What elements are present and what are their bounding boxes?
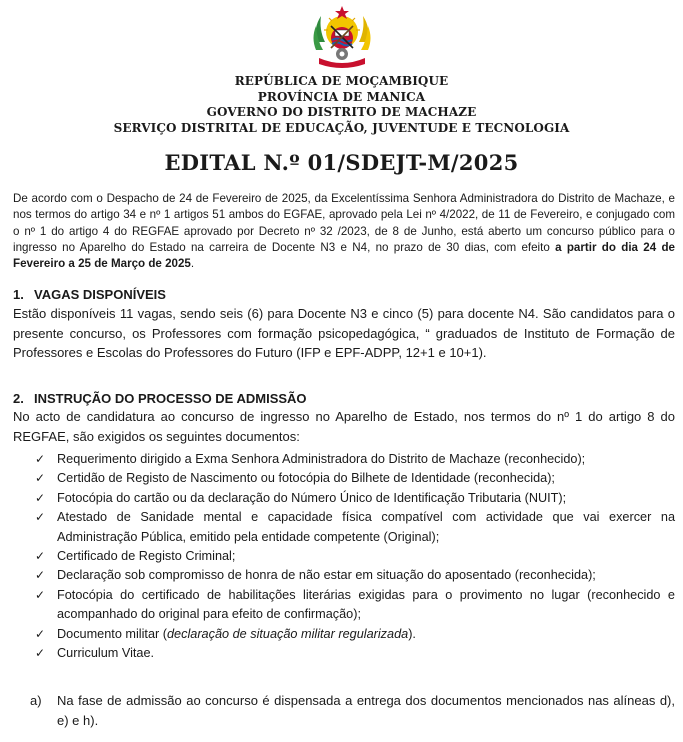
list-item-text: Curriculum Vitae. <box>57 646 155 661</box>
military-prefix: Documento militar ( <box>57 626 167 641</box>
list-item <box>13 508 675 547</box>
list-item <box>13 566 675 585</box>
check-icon: ✓ <box>35 452 46 466</box>
intro-text: De acordo com o Despacho de 24 de Fevereiro de 2025, da Excelentíssima Senhora Administradora do Distrito de Machaze, e nos termos do artigo 34 e nº 1 artigos 51 ambos do EGFAE, aprovado pela Lei nº 4/2022, de 11 de Fevereiro, e conjugado com o nº 1 do artigo 4 do REGFAE aprovado por Decreto nº 32 /2023, de 8 de Junho, está aberto um concurso público para o ingresso no Aparelho do Estado na carreira de Docente N3 e N4, no prazo de 30 dias, com efeito <box>13 192 675 254</box>
check-icon: ✓ <box>35 471 46 486</box>
check-icon: ✓ <box>35 646 46 661</box>
list-item-military <box>13 625 675 644</box>
list-item <box>13 450 675 469</box>
section-2-title: INSTRUÇÃO DO PROCESSO DE ADMISSÃO <box>34 391 307 406</box>
section-2-heading <box>13 391 675 407</box>
list-item <box>13 586 675 625</box>
section-2-body: No acto de candidatura ao concurso de ingresso no Aparelho de Estado, nos termos do nº 1 do artigo 8 do REGFAE, são exigidos os seguintes documentos: <box>13 409 675 444</box>
list-item-text: Declaração sob compromisso de honra de não estar em situação do aposentado (reconhecida); <box>57 568 596 583</box>
military-suffix: ). <box>408 626 416 641</box>
check-icon: ✓ <box>35 626 46 641</box>
list-item-text: Requerimento dirigido a Exma Senhora Administradora do Distrito de Machaze (reconhecido); <box>57 452 586 466</box>
list-item <box>13 469 675 488</box>
dispensation-note <box>13 691 675 730</box>
check-icon: ✓ <box>35 549 46 564</box>
section-1-title: VAGAS DISPONÍVEIS <box>34 287 166 302</box>
intro-end: . <box>190 257 195 271</box>
check-icon: ✓ <box>35 568 46 583</box>
list-item-vitae <box>13 644 675 663</box>
check-icon: ✓ <box>35 510 46 525</box>
required-documents-list <box>13 450 675 663</box>
section-1-heading <box>13 287 675 303</box>
list-item-text: Fotocópia do certificado de habilitações literárias exigidas para o provimento no lugar (reconhecido e acompanhado do original para efeito de confirmação); <box>57 587 675 622</box>
header-service: SERVIÇO DISTRITAL DE EDUCAÇÃO, JUVENTUDE E TECNOLOGIA <box>113 120 570 135</box>
note-text: Na fase de admissão ao concurso é dispensada a entrega dos documentos mencionados nas alíneas d), e) e h). <box>57 693 675 728</box>
list-item-text: Atestado de Sanidade mental e capacidade física compatível com actividade que vai exercer na Administração Pública, emitido pela entidade competente (Original); <box>57 510 675 544</box>
military-italic: declaração de situação militar regularizada <box>167 626 409 641</box>
intro-period: a partir do dia 24 de Fevereiro a 25 de Março de 2025 <box>13 240 676 271</box>
check-icon: ✓ <box>35 587 46 602</box>
list-item <box>13 489 675 508</box>
header-province: PROVÍNCIA DE MANICA <box>257 89 426 104</box>
list-item-text: Fotocópia do cartão ou da declaração do Número Único de Identificação Tributaria (NUIT); <box>57 490 567 505</box>
note-letter: a) <box>30 693 42 708</box>
list-item-text: Certidão de Registo de Nascimento ou fotocópia do Bilhete de Identidade (reconhecida); <box>57 471 555 486</box>
section-1-body: Estão disponíveis 11 vagas, sendo seis (6) para Docente N3 e cinco (5) para docente N4. São candidatos para o presente concurso, os Professores com formação psicopedagógica, “ graduados de Instituto de Formação de Professores e Escolas do Professores do Futuro (IFP e EPF-ADPP, 12+1 e 10+1). <box>13 306 675 360</box>
section-2-number: 2. <box>13 391 24 406</box>
issuer-header <box>0 74 683 136</box>
check-icon: ✓ <box>35 490 46 505</box>
list-item-text: Certificado de Registo Criminal; <box>57 549 236 564</box>
edital-title: EDITAL N.º 01/SDEJT-M/2025 <box>164 150 519 175</box>
header-country: REPÚBLICA DE MOÇAMBIQUE <box>234 74 449 88</box>
coat-of-arms-emblem <box>307 2 377 70</box>
intro-paragraph <box>13 191 675 272</box>
header-government: GOVERNO DO DISTRITO DE MACHAZE <box>206 105 477 119</box>
section-1-number: 1. <box>13 287 24 302</box>
list-item <box>13 547 675 566</box>
